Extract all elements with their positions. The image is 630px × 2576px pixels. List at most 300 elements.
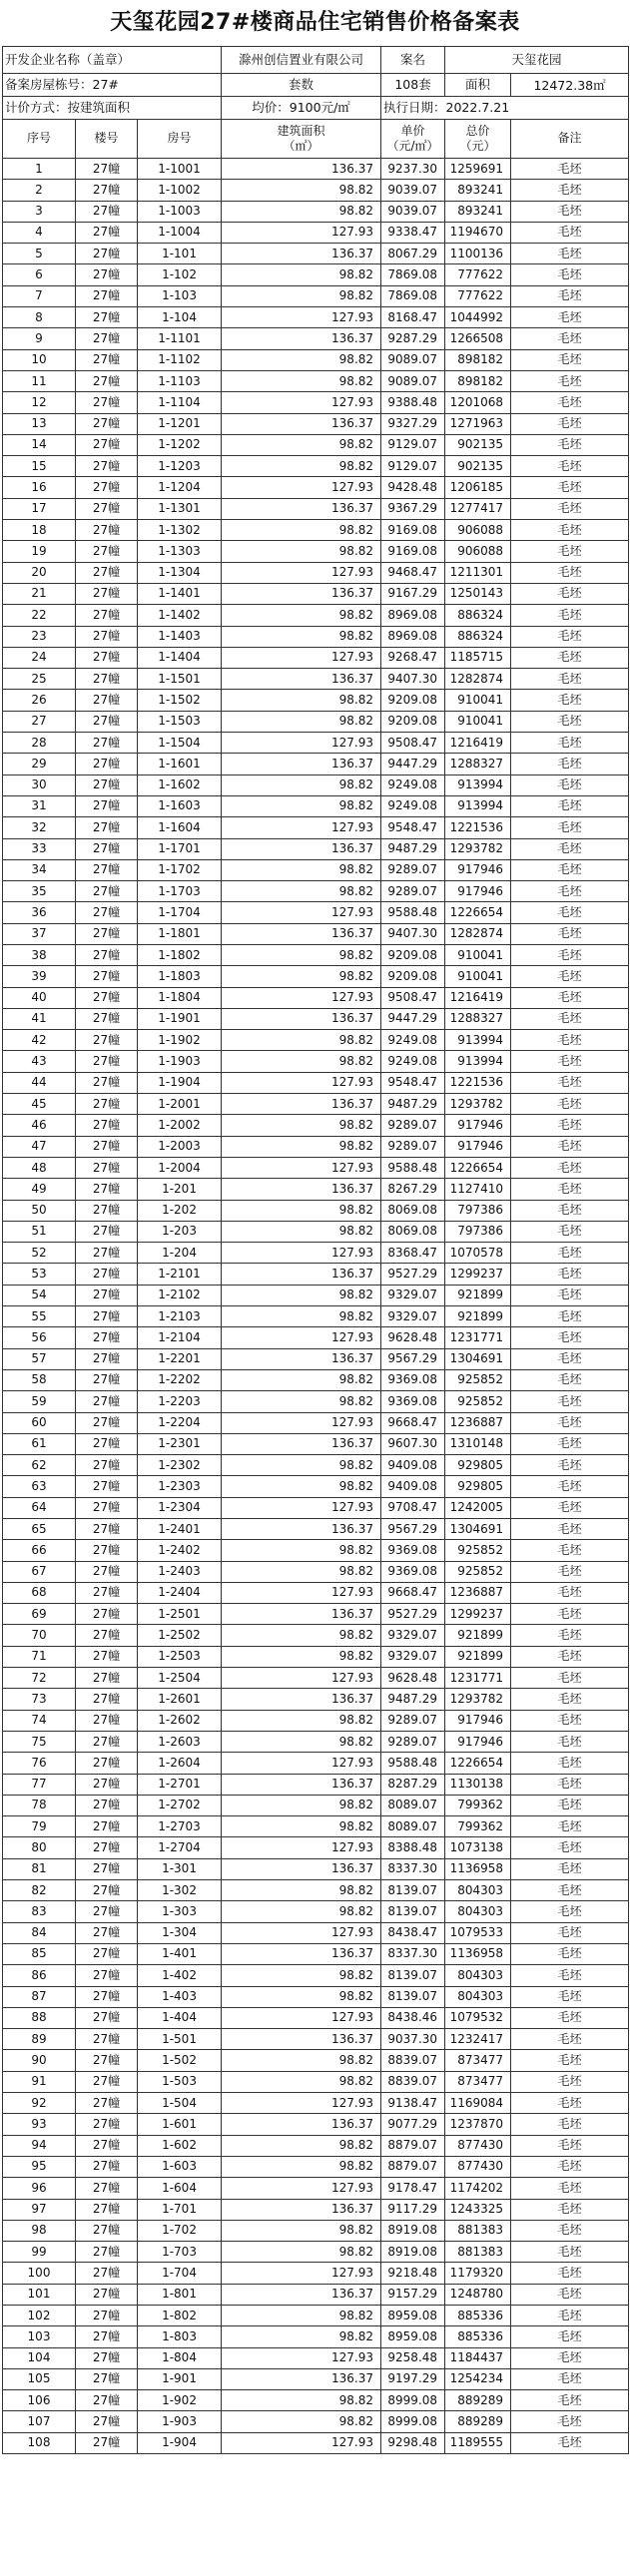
row-building: 27幢 (76, 1922, 138, 1943)
row-total-price: 1136958 (445, 1858, 511, 1879)
row-total-price: 910041 (445, 944, 511, 965)
project-value: 天玺花园 (445, 47, 629, 74)
row-seq: 30 (3, 774, 76, 795)
row-note: 毛坯 (511, 1369, 629, 1390)
row-building: 27幢 (76, 201, 138, 222)
row-room: 1-1404 (138, 647, 222, 668)
row-room: 1-1903 (138, 1051, 222, 1072)
row-seq: 42 (3, 1030, 76, 1051)
row-total-price: 913994 (445, 774, 511, 795)
row-area: 127.93 (222, 2263, 381, 2284)
row-total-price: 1216419 (445, 733, 511, 754)
row-building: 27幢 (76, 1285, 138, 1305)
table-row (3, 285, 629, 306)
row-seq: 55 (3, 1306, 76, 1327)
row-building: 27幢 (76, 2071, 138, 2092)
row-unit-price: 9447.29 (381, 1008, 445, 1029)
row-note: 毛坯 (511, 1285, 629, 1305)
row-area: 136.37 (222, 1519, 381, 1540)
row-note: 毛坯 (511, 838, 629, 859)
row-total-price: 1221536 (445, 1072, 511, 1093)
row-note: 毛坯 (511, 1540, 629, 1561)
row-area: 98.82 (222, 774, 381, 795)
table-row (3, 2411, 629, 2432)
row-seq: 12 (3, 392, 76, 413)
row-room: 1-2603 (138, 1731, 222, 1752)
row-area: 136.37 (222, 1348, 381, 1369)
row-room: 1-703 (138, 2242, 222, 2263)
row-room: 1-603 (138, 2156, 222, 2177)
row-room: 1-1603 (138, 795, 222, 816)
table-row (3, 1008, 629, 1029)
table-row (3, 413, 629, 434)
row-note: 毛坯 (511, 2390, 629, 2411)
row-room: 1-304 (138, 1922, 222, 1943)
row-room: 1-201 (138, 1179, 222, 1200)
row-building: 27幢 (76, 1094, 138, 1115)
row-building: 27幢 (76, 1455, 138, 1476)
table-row (3, 1433, 629, 1454)
row-unit-price: 9249.08 (381, 1030, 445, 1051)
row-note: 毛坯 (511, 2305, 629, 2325)
row-area: 98.82 (222, 1369, 381, 1390)
row-building: 27幢 (76, 562, 138, 583)
row-seq: 81 (3, 1858, 76, 1879)
row-building: 27幢 (76, 1731, 138, 1752)
header-area-unit: （㎡） (283, 139, 319, 153)
row-area: 98.82 (222, 1561, 381, 1582)
row-room: 1-2203 (138, 1391, 222, 1412)
row-room: 1-1701 (138, 838, 222, 859)
row-room: 1-1203 (138, 456, 222, 477)
row-area: 136.37 (222, 2284, 381, 2305)
row-note: 毛坯 (511, 2156, 629, 2177)
row-total-price: 1288327 (445, 754, 511, 774)
row-unit-price: 9289.07 (381, 1710, 445, 1731)
row-unit-price: 9129.07 (381, 456, 445, 477)
row-note: 毛坯 (511, 1519, 629, 1540)
row-room: 1-404 (138, 2007, 222, 2028)
row-area: 127.93 (222, 2432, 381, 2453)
table-row (3, 817, 629, 838)
header-unit-price-text: 单价 (400, 124, 425, 138)
row-note: 毛坯 (511, 498, 629, 519)
row-room: 1-1004 (138, 222, 222, 243)
row-seq: 57 (3, 1348, 76, 1369)
row-building: 27幢 (76, 1157, 138, 1178)
row-room: 1-803 (138, 2326, 222, 2347)
row-building: 27幢 (76, 923, 138, 944)
row-room: 1-901 (138, 2368, 222, 2389)
row-unit-price: 9039.07 (381, 201, 445, 222)
row-note: 毛坯 (511, 1986, 629, 2007)
row-building: 27幢 (76, 1668, 138, 1689)
row-note: 毛坯 (511, 1264, 629, 1285)
row-total-price: 1282874 (445, 669, 511, 690)
row-room: 1-1402 (138, 605, 222, 626)
row-building: 27幢 (76, 605, 138, 626)
row-area: 98.82 (222, 1816, 381, 1837)
row-room: 1-1201 (138, 413, 222, 434)
row-room: 1-1501 (138, 669, 222, 690)
row-seq: 89 (3, 2029, 76, 2050)
row-seq: 61 (3, 1433, 76, 1454)
row-unit-price: 9567.29 (381, 1519, 445, 1540)
table-row (3, 541, 629, 562)
row-seq: 22 (3, 605, 76, 626)
row-note: 毛坯 (511, 2242, 629, 2263)
row-unit-price: 8438.47 (381, 1922, 445, 1943)
table-row (3, 1561, 629, 1582)
row-room: 1-903 (138, 2411, 222, 2432)
row-room: 1-202 (138, 1200, 222, 1221)
table-row (3, 902, 629, 923)
row-room: 1-2103 (138, 1306, 222, 1327)
table-body (3, 159, 629, 2454)
row-unit-price: 9218.48 (381, 2263, 445, 2284)
table-row (3, 2347, 629, 2368)
row-seq: 103 (3, 2326, 76, 2347)
row-seq: 82 (3, 1880, 76, 1901)
meta-row-developer (3, 47, 629, 74)
row-seq: 50 (3, 1200, 76, 1221)
table-row (3, 987, 629, 1008)
row-seq: 66 (3, 1540, 76, 1561)
row-total-price: 885336 (445, 2305, 511, 2325)
table-row (3, 1519, 629, 1540)
meta-row-pricing (3, 97, 629, 120)
row-note: 毛坯 (511, 2263, 629, 2284)
row-room: 1-503 (138, 2071, 222, 2092)
row-total-price: 917946 (445, 859, 511, 880)
row-total-price: 913994 (445, 795, 511, 816)
row-building: 27幢 (76, 2347, 138, 2368)
header-area-text: 建筑面积 (277, 124, 325, 138)
row-note: 毛坯 (511, 690, 629, 711)
row-building: 27幢 (76, 1327, 138, 1348)
row-unit-price: 9369.08 (381, 1540, 445, 1561)
row-note: 毛坯 (511, 1221, 629, 1242)
row-building: 27幢 (76, 456, 138, 477)
row-room: 1-2301 (138, 1433, 222, 1454)
row-seq: 11 (3, 370, 76, 391)
row-area: 98.82 (222, 711, 381, 732)
table-row (3, 307, 629, 328)
row-area: 98.82 (222, 1200, 381, 1221)
row-room: 1-2102 (138, 1285, 222, 1305)
row-seq: 106 (3, 2390, 76, 2411)
row-building: 27幢 (76, 2305, 138, 2325)
row-unit-price: 8438.46 (381, 2007, 445, 2028)
row-area: 98.82 (222, 1051, 381, 1072)
row-building: 27幢 (76, 881, 138, 902)
row-seq: 33 (3, 838, 76, 859)
row-building: 27幢 (76, 1306, 138, 1327)
table-row (3, 1795, 629, 1815)
table-row (3, 1306, 629, 1327)
row-room: 1-1702 (138, 859, 222, 880)
row-area: 98.82 (222, 966, 381, 987)
row-area: 136.37 (222, 1689, 381, 1710)
row-area: 127.93 (222, 1327, 381, 1348)
row-building: 27幢 (76, 1221, 138, 1242)
row-note: 毛坯 (511, 1582, 629, 1603)
row-building: 27幢 (76, 2432, 138, 2453)
row-seq: 49 (3, 1179, 76, 1200)
row-seq: 107 (3, 2411, 76, 2432)
table-row (3, 2093, 629, 2114)
row-unit-price: 9369.08 (381, 1369, 445, 1390)
row-area: 98.82 (222, 2411, 381, 2432)
row-unit-price: 8267.29 (381, 1179, 445, 1200)
row-seq: 48 (3, 1157, 76, 1178)
row-room: 1-1302 (138, 520, 222, 541)
row-seq: 13 (3, 413, 76, 434)
row-total-price: 1194670 (445, 222, 511, 243)
table-row (3, 2178, 629, 2199)
row-area: 127.93 (222, 2093, 381, 2114)
row-note: 毛坯 (511, 902, 629, 923)
row-unit-price: 9447.29 (381, 754, 445, 774)
row-total-price: 1100136 (445, 244, 511, 264)
row-seq: 75 (3, 1731, 76, 1752)
row-area: 136.37 (222, 1008, 381, 1029)
row-room: 1-801 (138, 2284, 222, 2305)
row-seq: 97 (3, 2199, 76, 2220)
row-unit-price: 9527.29 (381, 1604, 445, 1625)
row-building: 27幢 (76, 1369, 138, 1390)
row-area: 98.82 (222, 264, 381, 285)
row-seq: 16 (3, 477, 76, 498)
row-note: 毛坯 (511, 1561, 629, 1582)
row-unit-price: 8388.48 (381, 1837, 445, 1858)
row-seq: 53 (3, 1264, 76, 1285)
row-building: 27幢 (76, 370, 138, 391)
row-note: 毛坯 (511, 923, 629, 944)
row-note: 毛坯 (511, 1646, 629, 1667)
row-note: 毛坯 (511, 795, 629, 816)
table-row (3, 754, 629, 774)
row-building: 27幢 (76, 541, 138, 562)
table-row (3, 2242, 629, 2263)
row-building: 27幢 (76, 180, 138, 201)
row-unit-price: 9409.08 (381, 1476, 445, 1497)
row-total-price: 873477 (445, 2050, 511, 2071)
row-building: 27幢 (76, 2050, 138, 2071)
row-unit-price: 9588.48 (381, 1157, 445, 1178)
row-unit-price: 9268.47 (381, 647, 445, 668)
row-building: 27幢 (76, 966, 138, 987)
table-row (3, 244, 629, 264)
row-area: 98.82 (222, 2220, 381, 2241)
row-total-price: 1237870 (445, 2114, 511, 2135)
row-total-price: 1226654 (445, 902, 511, 923)
row-area: 98.82 (222, 1455, 381, 1476)
row-seq: 83 (3, 1901, 76, 1922)
table-row (3, 498, 629, 519)
row-area: 98.82 (222, 1710, 381, 1731)
table-row (3, 647, 629, 668)
row-unit-price: 9487.29 (381, 1094, 445, 1115)
table-row (3, 1136, 629, 1157)
row-seq: 76 (3, 1753, 76, 1774)
row-unit-price: 9487.29 (381, 1689, 445, 1710)
row-total-price: 804303 (445, 1880, 511, 1901)
row-total-price: 886324 (445, 605, 511, 626)
row-seq: 91 (3, 2071, 76, 2092)
row-room: 1-104 (138, 307, 222, 328)
table-row (3, 2220, 629, 2241)
row-unit-price: 9289.07 (381, 881, 445, 902)
table-row (3, 795, 629, 816)
row-area: 98.82 (222, 1880, 381, 1901)
row-building: 27幢 (76, 795, 138, 816)
row-area: 98.82 (222, 541, 381, 562)
row-note: 毛坯 (511, 881, 629, 902)
row-room: 1-103 (138, 285, 222, 306)
row-building: 27幢 (76, 222, 138, 243)
row-total-price: 929805 (445, 1455, 511, 1476)
row-seq: 40 (3, 987, 76, 1008)
table-row (3, 1922, 629, 1943)
row-total-price: 1293782 (445, 1689, 511, 1710)
row-building: 27幢 (76, 647, 138, 668)
row-area: 136.37 (222, 1433, 381, 1454)
table-row (3, 1348, 629, 1369)
row-note: 毛坯 (511, 2432, 629, 2453)
table-row (3, 1625, 629, 1646)
row-room: 1-1602 (138, 774, 222, 795)
row-total-price: 797386 (445, 1221, 511, 1242)
row-seq: 99 (3, 2242, 76, 2263)
row-total-price: 898182 (445, 349, 511, 370)
table-row (3, 1646, 629, 1667)
table-row (3, 1540, 629, 1561)
row-seq: 6 (3, 264, 76, 285)
table-row (3, 1030, 629, 1051)
row-area: 127.93 (222, 2347, 381, 2368)
row-note: 毛坯 (511, 2347, 629, 2368)
row-unit-price: 8879.07 (381, 2135, 445, 2156)
row-area: 127.93 (222, 477, 381, 498)
row-room: 1-1103 (138, 370, 222, 391)
table-row (3, 1858, 629, 1879)
row-building: 27幢 (76, 733, 138, 754)
row-area: 136.37 (222, 498, 381, 519)
table-row (3, 2050, 629, 2071)
row-note: 毛坯 (511, 669, 629, 690)
row-total-price: 1254234 (445, 2368, 511, 2389)
row-note: 毛坯 (511, 1157, 629, 1178)
row-unit-price: 8368.47 (381, 1243, 445, 1264)
row-note: 毛坯 (511, 2114, 629, 2135)
row-area: 98.82 (222, 1476, 381, 1497)
row-unit-price: 8139.07 (381, 1880, 445, 1901)
row-area: 136.37 (222, 1604, 381, 1625)
row-note: 毛坯 (511, 2220, 629, 2241)
header-unit-price-unit: （元/㎡） (386, 139, 439, 153)
row-total-price: 917946 (445, 1710, 511, 1731)
row-unit-price: 8139.07 (381, 1986, 445, 2007)
row-unit-price: 9708.47 (381, 1497, 445, 1518)
row-seq: 84 (3, 1922, 76, 1943)
row-total-price: 1206185 (445, 477, 511, 498)
row-unit-price: 8168.47 (381, 307, 445, 328)
row-seq: 44 (3, 1072, 76, 1093)
row-total-price: 1179320 (445, 2263, 511, 2284)
row-building: 27幢 (76, 2093, 138, 2114)
row-area: 98.82 (222, 944, 381, 965)
row-total-price: 902135 (445, 434, 511, 455)
table-row (3, 2390, 629, 2411)
row-total-price: 917946 (445, 1136, 511, 1157)
row-total-price: 1310148 (445, 1433, 511, 1454)
row-building: 27幢 (76, 1880, 138, 1901)
table-row (3, 2326, 629, 2347)
row-room: 1-1204 (138, 477, 222, 498)
row-area: 98.82 (222, 1901, 381, 1922)
row-note: 毛坯 (511, 1689, 629, 1710)
table-row (3, 1943, 629, 1964)
row-note: 毛坯 (511, 392, 629, 413)
row-building: 27幢 (76, 244, 138, 264)
row-room: 1-1902 (138, 1030, 222, 1051)
table-row (3, 2156, 629, 2177)
row-unit-price: 8139.07 (381, 1965, 445, 1986)
row-total-price: 804303 (445, 1901, 511, 1922)
row-unit-price: 9289.07 (381, 1115, 445, 1136)
row-building: 27幢 (76, 754, 138, 774)
row-room: 1-2204 (138, 1412, 222, 1433)
row-note: 毛坯 (511, 2071, 629, 2092)
row-room: 1-2004 (138, 1157, 222, 1178)
row-unit-price: 9548.47 (381, 1072, 445, 1093)
row-seq: 86 (3, 1965, 76, 1986)
building-label: 备案房屋栋号：27# (3, 74, 222, 97)
row-note: 毛坯 (511, 1943, 629, 1964)
row-note: 毛坯 (511, 159, 629, 180)
row-note: 毛坯 (511, 244, 629, 264)
row-area: 127.93 (222, 1753, 381, 1774)
row-unit-price: 9169.08 (381, 520, 445, 541)
row-unit-price: 8919.08 (381, 2220, 445, 2241)
row-unit-price: 9287.29 (381, 328, 445, 349)
row-building: 27幢 (76, 2390, 138, 2411)
row-building: 27幢 (76, 774, 138, 795)
row-unit-price: 9367.29 (381, 498, 445, 519)
row-total-price: 799362 (445, 1816, 511, 1837)
row-seq: 65 (3, 1519, 76, 1540)
row-total-price: 1221536 (445, 817, 511, 838)
row-note: 毛坯 (511, 1965, 629, 1986)
table-row (3, 923, 629, 944)
row-total-price: 1304691 (445, 1348, 511, 1369)
row-room: 1-1803 (138, 966, 222, 987)
row-unit-price: 9138.47 (381, 2093, 445, 2114)
row-seq: 17 (3, 498, 76, 519)
table-row (3, 944, 629, 965)
row-unit-price: 8919.08 (381, 2242, 445, 2263)
row-unit-price: 8089.07 (381, 1795, 445, 1815)
row-room: 1-1503 (138, 711, 222, 732)
row-unit-price: 9089.07 (381, 370, 445, 391)
row-seq: 47 (3, 1136, 76, 1157)
table-row (3, 456, 629, 477)
table-row (3, 2263, 629, 2284)
row-area: 98.82 (222, 1540, 381, 1561)
row-building: 27幢 (76, 1136, 138, 1157)
row-total-price: 1216419 (445, 987, 511, 1008)
